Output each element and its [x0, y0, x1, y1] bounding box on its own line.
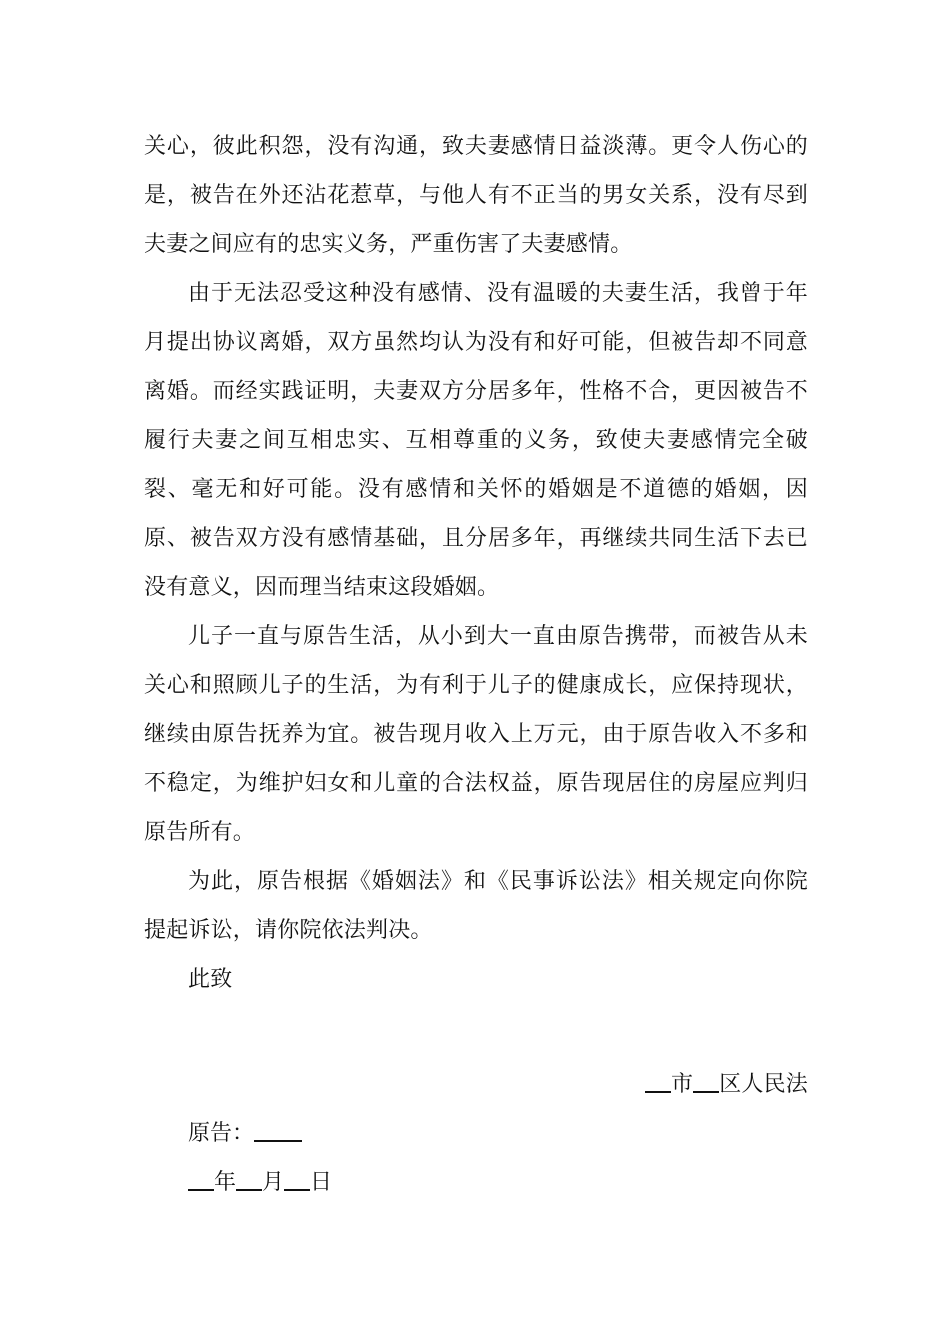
city-label: 市	[670, 1072, 694, 1097]
city-blank	[645, 1069, 671, 1093]
closing-salutation: 此致	[188, 967, 233, 992]
paragraph-4: 为此，原告根据《婚姻法》和《民事诉讼法》相关规定向你院提起诉讼，请你院依法判决。	[144, 869, 808, 943]
plaintiff-signature-line	[144, 1109, 808, 1158]
year-blank	[188, 1167, 214, 1191]
year-label: 年	[214, 1170, 237, 1195]
document-body	[144, 122, 808, 1207]
month-label: 月	[262, 1170, 285, 1195]
day-label: 日	[310, 1170, 333, 1195]
court-addressee	[144, 1060, 808, 1109]
day-blank	[284, 1167, 310, 1191]
paragraph-2: 由于无法忍受这种没有感情、没有温暖的夫妻生活，我曾于年月提出协议离婚，双方虽然均认为没有和好可能，但被告却不同意离婚。而经实践证明，夫妻双方分居多年，性格不合，更因被告不履行夫妻之间互相忠实、互相尊重的义务，致使夫妻感情完全破裂、毫无和好可能。没有感情和关怀的婚姻是不道德的婚姻，因原、被告双方没有感情基础，且分居多年，再继续共同生活下去已没有意义，因而理当结束这段婚姻。	[144, 281, 808, 600]
date-line	[144, 1158, 808, 1207]
paragraph-1: 关心，彼此积怨，没有沟通，致夫妻感情日益淡薄。更令人伤心的是，被告在外还沾花惹草，与他人有不正当的男女关系，没有尽到夫妻之间应有的忠实义务，严重伤害了夫妻感情。	[144, 134, 808, 257]
district-blank	[693, 1069, 719, 1093]
plaintiff-label: 原告：	[188, 1121, 255, 1146]
plaintiff-blank	[254, 1118, 302, 1142]
month-blank	[236, 1167, 262, 1191]
district-label: 区人民法	[719, 1072, 808, 1097]
paragraph-3: 儿子一直与原告生活，从小到大一直由原告携带，而被告从未关心和照顾儿子的生活，为有利于儿子的健康成长，应保持现状，继续由原告抚养为宜。被告现月收入上万元，由于原告收入不多和不稳定，为维护妇女和儿童的合法权益，原告现居住的房屋应判归原告所有。	[144, 624, 808, 845]
